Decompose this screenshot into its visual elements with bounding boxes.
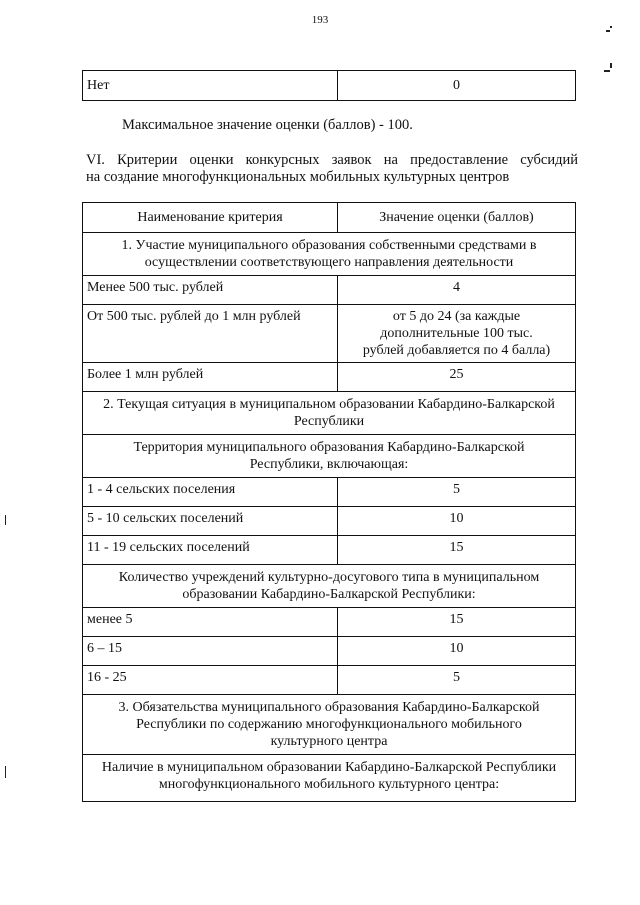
criterion-title-row	[83, 695, 576, 755]
scan-mark	[610, 63, 612, 68]
table-row	[83, 276, 576, 305]
table-row	[83, 637, 576, 666]
row-label: 11 - 19 сельских поселений	[83, 536, 338, 565]
top-table-label: Нет	[83, 71, 338, 101]
scan-mark	[5, 766, 6, 778]
subtitle-row	[83, 755, 576, 802]
scan-mark	[610, 26, 612, 28]
criterion-title-row	[83, 392, 576, 435]
row-value: 5	[338, 478, 576, 507]
subtitle-row	[83, 435, 576, 478]
page-number: 193	[311, 14, 329, 26]
scan-mark	[606, 30, 610, 32]
table-row	[83, 507, 576, 536]
row-value: 15	[338, 608, 576, 637]
table-row	[83, 363, 576, 392]
criterion1-title: 1. Участие муниципального образования собственными средствами в осуществлении соответствующего направления деятельности	[83, 233, 576, 276]
section-title-line1: VI. Критерии оценки конкурсных заявок на предоставление субсидий	[86, 152, 578, 168]
table-row	[83, 305, 576, 363]
section-title-line2: на создание многофункциональных мобильных культурных центров	[86, 169, 510, 185]
row-value: 15	[338, 536, 576, 565]
scan-mark	[5, 515, 6, 525]
row-label: 1 - 4 сельских поселения	[83, 478, 338, 507]
row-label: Более 1 млн рублей	[83, 363, 338, 392]
row-value: 10	[338, 507, 576, 536]
criterion3-subtitle: Наличие в муниципальном образовании Кабардино-Балкарской Республики многофункционального мобильного культурного центра:	[83, 755, 576, 802]
row-label: менее 5	[83, 608, 338, 637]
criterion2-subtitle1: Территория муниципального образования Кабардино-Балкарской Республики, включающая:	[83, 435, 576, 478]
table-row	[83, 666, 576, 695]
top-table-value: 0	[338, 71, 576, 101]
subtitle-row	[83, 565, 576, 608]
row-value: от 5 до 24 (за каждые дополнительные 100 тыс. рублей добавляется по 4 балла)	[338, 305, 576, 363]
scan-mark	[604, 70, 610, 72]
row-label: 6 – 15	[83, 637, 338, 666]
table-row	[83, 536, 576, 565]
criterion2-title: 2. Текущая ситуация в муниципальном образовании Кабардино-Балкарской Республики	[83, 392, 576, 435]
max-score-text: Максимальное значение оценки (баллов) - 100.	[122, 117, 413, 133]
row-label: От 500 тыс. рублей до 1 млн рублей	[83, 305, 338, 363]
section-title	[86, 152, 578, 186]
row-label: 5 - 10 сельских поселений	[83, 507, 338, 536]
row-value: 10	[338, 637, 576, 666]
row-value: 25	[338, 363, 576, 392]
criterion-title-row	[83, 233, 576, 276]
table-row	[83, 608, 576, 637]
header-score: Значение оценки (баллов)	[338, 203, 576, 233]
criterion2-subtitle2: Количество учреждений культурно-досугового типа в муниципальном образовании Кабардино-Балкарской Республики:	[83, 565, 576, 608]
row-value: 4	[338, 276, 576, 305]
top-table	[82, 70, 576, 101]
row-label: Менее 500 тыс. рублей	[83, 276, 338, 305]
criteria-table	[82, 202, 576, 802]
header-criterion: Наименование критерия	[83, 203, 338, 233]
table-row	[83, 478, 576, 507]
row-value: 5	[338, 666, 576, 695]
criterion3-title: 3. Обязательства муниципального образования Кабардино-Балкарской Республики по содержанию многофункционального мобильного культурного центра	[83, 695, 576, 755]
row-label: 16 - 25	[83, 666, 338, 695]
table-header-row	[83, 203, 576, 233]
